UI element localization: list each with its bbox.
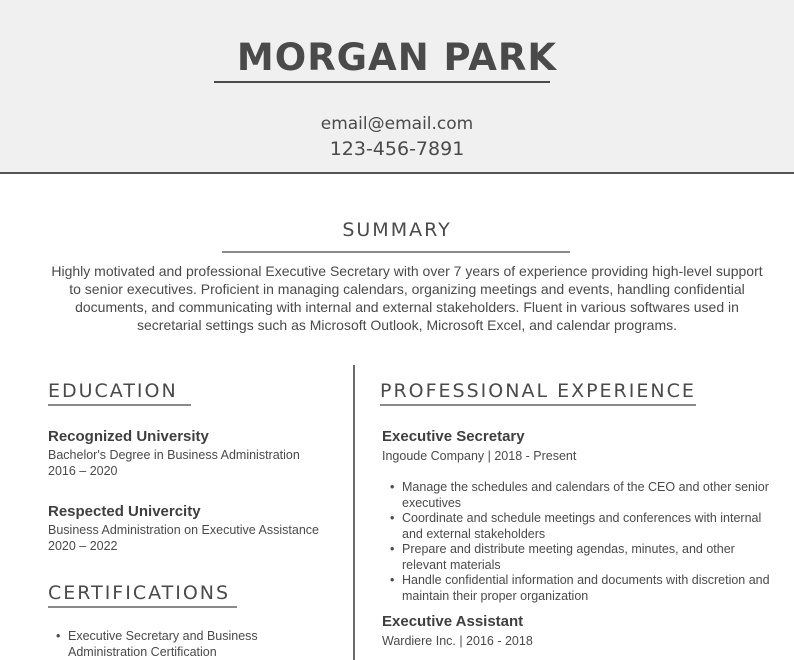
certifications-heading: CERTIFICATIONS xyxy=(48,582,231,604)
certifications-list xyxy=(48,629,278,660)
list-item: • Handle confidential information and documents with discretion and maintain their proper organization xyxy=(382,573,770,604)
education-underline xyxy=(48,404,191,406)
job-title: Executive Assistant xyxy=(382,613,524,630)
contact-email: email@email.com xyxy=(320,114,474,134)
experience-heading: PROFESSIONAL EXPERIENCE xyxy=(380,380,696,402)
candidate-name: MORGAN PARK xyxy=(236,36,558,79)
list-item: • Manage the schedules and calendars of the CEO and other senior executives xyxy=(382,480,770,511)
education-years: 2020 – 2022 xyxy=(48,539,118,553)
name-underline xyxy=(214,81,550,83)
education-degree: Business Administration on Executive Assistance xyxy=(48,523,319,537)
experience-underline xyxy=(380,404,696,406)
list-item: • Prepare and distribute meeting agendas, minutes, and other relevant materials xyxy=(382,542,770,573)
summary-paragraph: Highly motivated and professional Executive Secretary with over 7 years of experience providing high-level support to senior executives. Proficient in managing calendars, organizing meetings and events, handling confidential documents, and communicating with internal and external stakeholders. Fluent in various softwares used in secretarial settings such as Microsoft Outlook, Microsoft Excel, and calendar programs. xyxy=(51,263,763,333)
certifications-underline xyxy=(48,606,237,608)
list-item: • Coordinate and schedule meetings and conferences with internal and external stakeholders xyxy=(382,511,770,542)
column-divider xyxy=(353,365,355,660)
education-school: Recognized University xyxy=(48,428,209,445)
education-school: Respected Univercity xyxy=(48,503,201,520)
contact-phone: 123-456-7891 xyxy=(329,138,465,160)
job-company: Wardiere Inc. | 2016 - 2018 xyxy=(382,634,533,648)
job-responsibilities xyxy=(382,480,770,604)
education-heading: EDUCATION xyxy=(48,380,178,402)
job-company: Ingoude Company | 2018 - Present xyxy=(382,449,577,463)
resume-header xyxy=(0,0,794,174)
job-title: Executive Secretary xyxy=(382,428,525,445)
summary-heading: SUMMARY xyxy=(342,219,452,241)
summary-underline xyxy=(222,251,570,253)
list-item: • Executive Secretary and Business Administration Certification xyxy=(48,629,278,660)
education-degree: Bachelor's Degree in Business Administration xyxy=(48,448,300,462)
education-years: 2016 – 2020 xyxy=(48,464,118,478)
